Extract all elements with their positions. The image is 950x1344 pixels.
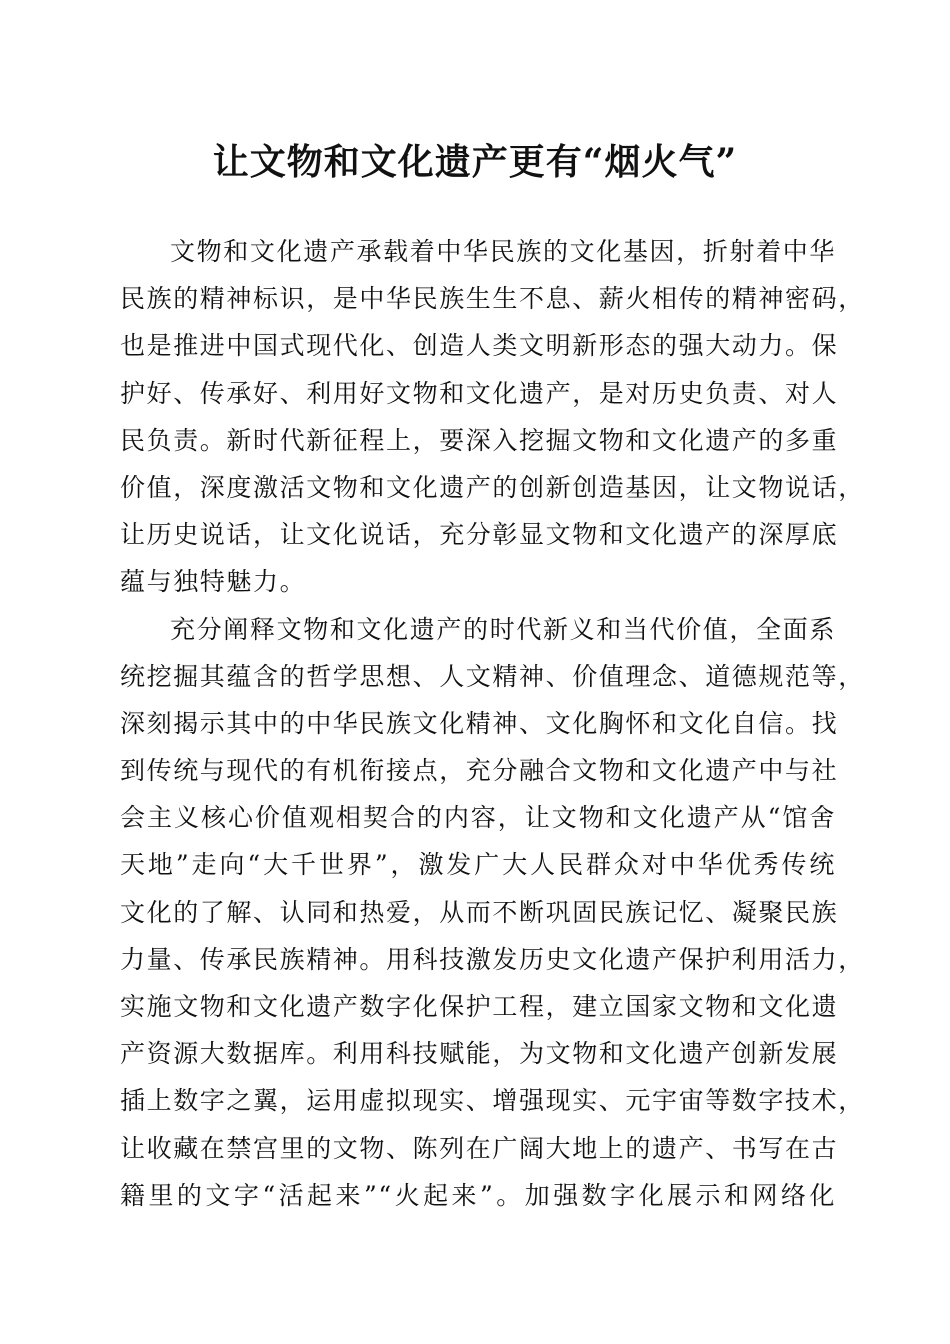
document-body	[120, 228, 865, 1219]
paragraph-line: 力量、传承民族精神。用科技激发历史文化遗产保护利用活力，	[120, 944, 865, 974]
paragraph-line: 天地”走向“大千世界”，激发广大人民群众对中华优秀传统	[120, 850, 836, 880]
document-title: 让文物和文化遗产更有“烟火气”	[212, 141, 738, 183]
paragraph-line: 文化的了解、认同和热爱，从而不断巩固民族记忆、凝聚民族	[120, 897, 839, 927]
paragraph-line: 价值，深度激活文物和文化遗产的创新创造基因，让文物说话，	[120, 472, 865, 502]
paragraph-line: 让收藏在禁宫里的文物、陈列在广阔大地上的遗产、书写在古	[120, 1133, 839, 1163]
paragraph-line: 让历史说话，让文化说话，充分彰显文物和文化遗产的深厚底	[120, 520, 839, 550]
paragraph-line: 民族的精神标识，是中华民族生生不息、薪火相传的精神密码，	[120, 284, 865, 314]
paragraph-line: 会主义核心价值观相契合的内容，让文物和文化遗产从“馆舍	[120, 803, 836, 833]
paragraph-1	[120, 228, 865, 606]
paragraph-line: 蕴与独特魅力。	[120, 567, 307, 597]
paragraph-line: 到传统与现代的有机衔接点，充分融合文物和文化遗产中与社	[120, 756, 839, 786]
paragraph-line: 籍里的文字“活起来”“火起来”。加强数字化展示和网络化	[120, 1180, 836, 1210]
paragraph-line: 也是推进中国式现代化、创造人类文明新形态的强大动力。保	[120, 331, 839, 361]
paragraph-line: 护好、传承好、利用好文物和文化遗产，是对历史负责、对人	[120, 378, 839, 408]
paragraph-line: 产资源大数据库。利用科技赋能，为文物和文化遗产创新发展	[120, 1039, 839, 1069]
paragraph-line: 文物和文化遗产承载着中华民族的文化基因，折射着中华	[170, 237, 836, 266]
paragraph-line: 深刻揭示其中的中华民族文化精神、文化胸怀和文化自信。找	[120, 708, 839, 738]
paragraph-line: 充分阐释文物和文化遗产的时代新义和当代价值，全面系	[170, 614, 836, 644]
paragraph-line: 插上数字之翼，运用虚拟现实、增强现实、元宇宙等数字技术，	[120, 1086, 865, 1116]
paragraph-2	[120, 606, 865, 1219]
paragraph-line: 统挖掘其蕴含的哲学思想、人文精神、价值理念、道德规范等，	[120, 661, 865, 691]
paragraph-line: 实施文物和文化遗产数字化保护工程，建立国家文物和文化遗	[120, 992, 839, 1021]
paragraph-line: 民负责。新时代新征程上，要深入挖掘文物和文化遗产的多重	[120, 425, 839, 455]
